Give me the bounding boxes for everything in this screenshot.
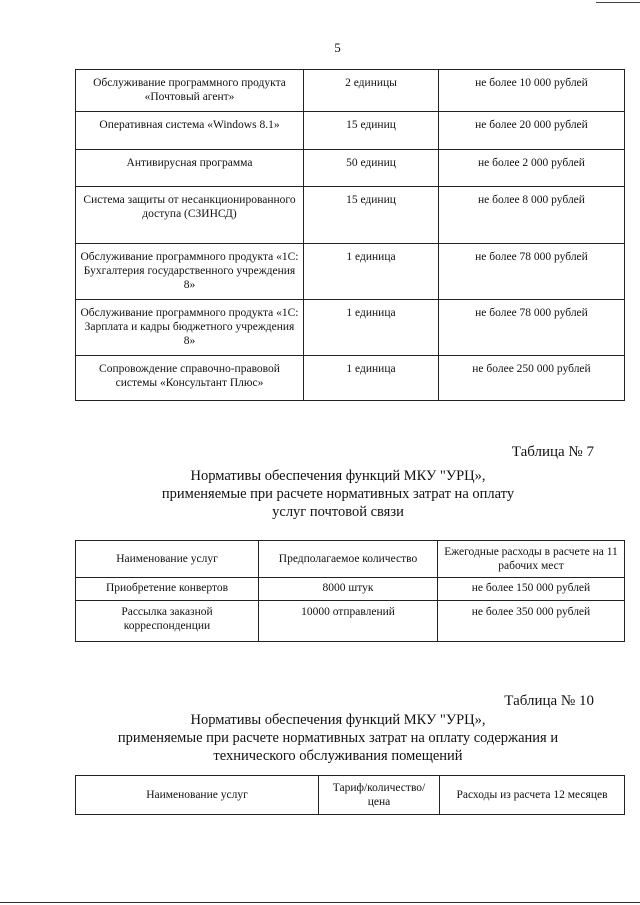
price-cell: не более 78 000 рублей: [439, 244, 625, 300]
table7-label: Таблица № 7: [511, 444, 594, 460]
table-row: [76, 187, 625, 244]
quantity-cell: 15 единиц: [304, 112, 439, 150]
service-name-cell: Оперативная система «Windows 8.1»: [76, 112, 304, 150]
price-cell: не более 78 000 рублей: [439, 300, 625, 356]
quantity-cell: 8000 штук: [259, 578, 438, 601]
price-cell: не более 10 000 рублей: [439, 70, 625, 112]
table-row: [76, 150, 625, 187]
postal-services-table: [75, 540, 625, 642]
quantity-cell: 1 единица: [304, 356, 439, 401]
service-name-cell: Антивирусная программа: [76, 150, 304, 187]
heading-line: Нормативы обеспечения функций МКУ "УРЦ»,: [190, 468, 486, 484]
column-header: Расходы из расчета 12 месяцев: [440, 776, 625, 815]
price-cell: не более 250 000 рублей: [439, 356, 625, 401]
service-name-cell: Рассылка заказной корреспонденции: [76, 601, 259, 642]
quantity-cell: 1 единица: [304, 244, 439, 300]
table-row: [76, 300, 625, 356]
table-row: [76, 244, 625, 300]
price-cell: не более 2 000 рублей: [439, 150, 625, 187]
software-costs-table: [75, 69, 625, 401]
service-name-cell: Обслуживание программного продукта «1С: Бухгалтерия государственного учреждения 8»: [76, 244, 304, 300]
table10-label: Таблица № 10: [504, 693, 594, 709]
service-name-cell: Система защиты от несанкционированного доступа (СЗИНСД): [76, 187, 304, 244]
scan-edge-top: [596, 2, 640, 3]
column-header: Ежегодные расходы в расчете на 11 рабочих мест: [438, 541, 625, 578]
table10-heading: [70, 711, 606, 765]
premises-maintenance-table: [75, 775, 625, 815]
scan-edge-bottom: [0, 902, 640, 903]
price-cell: не более 350 000 рублей: [438, 601, 625, 642]
table-row: [76, 356, 625, 401]
table7-heading: [70, 467, 606, 521]
table-header-row: [76, 776, 625, 815]
table-row: [76, 601, 625, 642]
quantity-cell: 1 единица: [304, 300, 439, 356]
quantity-cell: 2 единицы: [304, 70, 439, 112]
service-name-cell: Обслуживание программного продукта «1С: Зарплата и кадры бюджетного учреждения 8»: [76, 300, 304, 356]
quantity-cell: 50 единиц: [304, 150, 439, 187]
table-row: [76, 112, 625, 150]
heading-line: технического обслуживания помещений: [213, 748, 463, 764]
table-header-row: [76, 541, 625, 578]
quantity-cell: 15 единиц: [304, 187, 439, 244]
price-cell: не более 8 000 рублей: [439, 187, 625, 244]
heading-line: применяемые при расчете нормативных затрат на оплату: [161, 486, 515, 502]
heading-line: Нормативы обеспечения функций МКУ "УРЦ»,: [190, 712, 486, 728]
service-name-cell: Обслуживание программного продукта «Почтовый агент»: [76, 70, 304, 112]
price-cell: не более 150 000 рублей: [438, 578, 625, 601]
table-row: [76, 70, 625, 112]
table-row: [76, 578, 625, 601]
column-header: Предполагаемое количество: [259, 541, 438, 578]
service-name-cell: Сопровождение справочно-правовой системы «Консультант Плюс»: [76, 356, 304, 401]
column-header: Наименование услуг: [76, 541, 259, 578]
heading-line: применяемые при расчете нормативных затрат на оплату содержания и: [117, 730, 559, 746]
service-name-cell: Приобретение конвертов: [76, 578, 259, 601]
quantity-cell: 10000 отправлений: [259, 601, 438, 642]
column-header: Тариф/количество/ цена: [319, 776, 440, 815]
heading-line: услуг почтовой связи: [272, 504, 404, 520]
price-cell: не более 20 000 рублей: [439, 112, 625, 150]
column-header: Наименование услуг: [76, 776, 319, 815]
page-number: 5: [334, 40, 341, 55]
